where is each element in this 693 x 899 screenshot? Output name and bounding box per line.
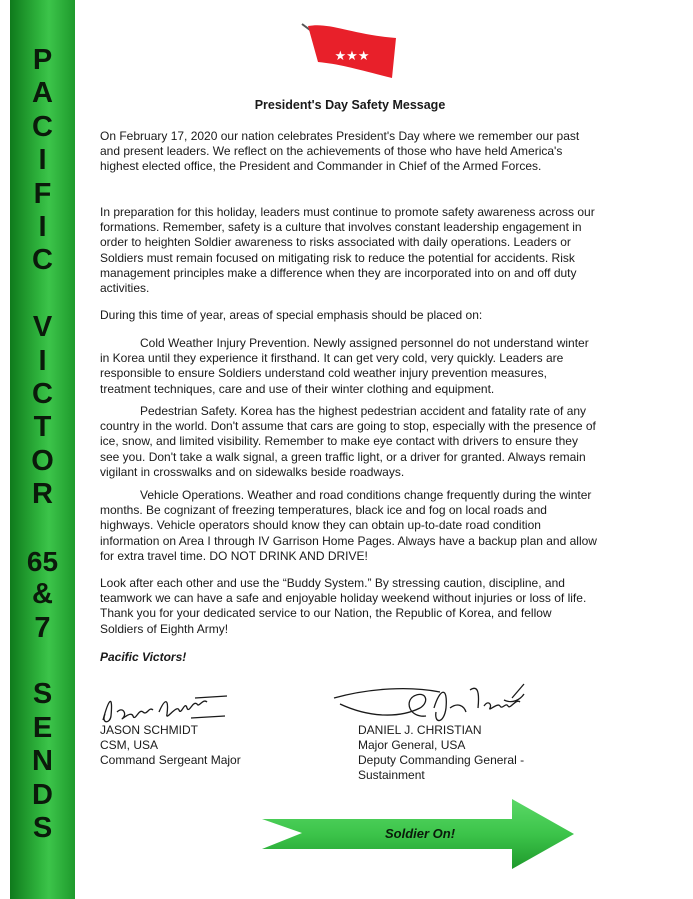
signer-name: DANIEL J. CHRISTIAN bbox=[358, 723, 482, 737]
general-flag-icon bbox=[300, 20, 400, 82]
closing-line: Pacific Victors! bbox=[100, 650, 187, 664]
banner-letter: I bbox=[38, 144, 47, 177]
banner-letter: S bbox=[32, 678, 53, 711]
signer-name: JASON SCHMIDT bbox=[100, 723, 199, 737]
emphasis-lead-paragraph: During this time of year, areas of special emphasis should be placed on: bbox=[100, 308, 483, 322]
banner-letter: V bbox=[32, 311, 53, 344]
cold-weather-paragraph: Cold Weather Injury Prevention. Newly assigned personnel do not understand winter in Korea until they experience it firsthand. It can get very cold, very quickly. Leaders are responsible to ensure Soldiers understand cold weather injury prevention measures, treatment techniques, care and use of their winter clothing and equipment. bbox=[100, 336, 589, 396]
intro-paragraph: On February 17, 2020 our nation celebrates President's Day where we remember our past and present leaders. We reflect on the achievements of those who have held America's highest elected office, the President and Commander in Chief of the Armed Forces. bbox=[100, 129, 580, 174]
banner-text bbox=[10, 44, 75, 874]
soldier-on-label: Soldier On! bbox=[384, 826, 456, 841]
signer-title: Deputy Commanding General - bbox=[358, 753, 525, 767]
signer-block-schmidt bbox=[100, 723, 241, 768]
signature-schmidt bbox=[95, 688, 235, 728]
banner-letter: C bbox=[32, 377, 53, 410]
preparation-paragraph: In preparation for this holiday, leaders must continue to promote safety awareness across our formations. Remember, safety is a culture that involves constant leadership engagement in order to heighten Soldier awareness to risks associated with daily operations. Leaders or Soldiers must remain focused on mitigating risk to reduce the potential for accidents. Risk management principles make a difference when they are incorporated into on and off duty activities. bbox=[100, 205, 595, 296]
closing-paragraph: Look after each other and use the “Buddy System.” By stressing caution, discipline, and teamwork we can have a safe and enjoyable holiday weekend without injuries or loss of life. Thank you for your dedicated service to our Nation, the Republic of Korea, and fellow Soldiers of Eighth Army! bbox=[100, 576, 587, 636]
signer-block-christian bbox=[358, 723, 524, 783]
banner-letter: S bbox=[32, 811, 53, 844]
banner-letter: & bbox=[32, 578, 53, 611]
banner-letter: C bbox=[32, 244, 53, 277]
svg-text:★★★: ★★★ bbox=[334, 49, 370, 64]
banner-letter: O bbox=[31, 444, 54, 477]
signer-rank: CSM, USA bbox=[100, 738, 159, 752]
banner-letter: N bbox=[32, 745, 53, 778]
document-title: President's Day Safety Message bbox=[254, 98, 446, 112]
banner-letter: C bbox=[32, 110, 53, 143]
banner-letter: E bbox=[32, 711, 53, 744]
banner-letter: R bbox=[32, 478, 53, 511]
pedestrian-safety-paragraph: Pedestrian Safety. Korea has the highest pedestrian accident and fatality rate of any country in the world. Don't assume that cars are going to stop, especially with the presence of ice, snow, and limited visibility. Remember to make eye contact with drivers to ensure they see you. Don't take a walk signal, a green traffic light, or a driver for granted. Always remain vigilant in crosswalks and on sidewalks beside roadways. bbox=[100, 404, 596, 479]
signature-christian bbox=[330, 678, 550, 728]
vehicle-operations-paragraph: Vehicle Operations. Weather and road conditions change frequently during the winter months. Be cognizant of freezing temperatures, black ice and fog on local roads and highways. Vehicle operators should know they can obtain up-to-date road condition information on Area I through IV Garrison Home Pages. Always have a backup plan and allow for extra travel time. DO NOT DRINK AND DRIVE! bbox=[100, 488, 597, 563]
banner-letter: D bbox=[32, 778, 53, 811]
signer-rank: Major General, USA bbox=[358, 738, 466, 752]
banner-letter: 65 bbox=[26, 545, 59, 577]
banner-letter: I bbox=[38, 210, 47, 243]
banner-letter: I bbox=[38, 344, 47, 377]
banner-letter: T bbox=[33, 411, 52, 444]
signer-title: Command Sergeant Major bbox=[100, 753, 241, 767]
banner-letter: A bbox=[32, 77, 53, 110]
banner-letter: P bbox=[32, 44, 53, 76]
banner-letter: 7 bbox=[34, 611, 51, 644]
side-banner bbox=[10, 0, 75, 899]
banner-letter: F bbox=[33, 177, 52, 210]
signer-title-continued: Sustainment bbox=[358, 768, 425, 782]
